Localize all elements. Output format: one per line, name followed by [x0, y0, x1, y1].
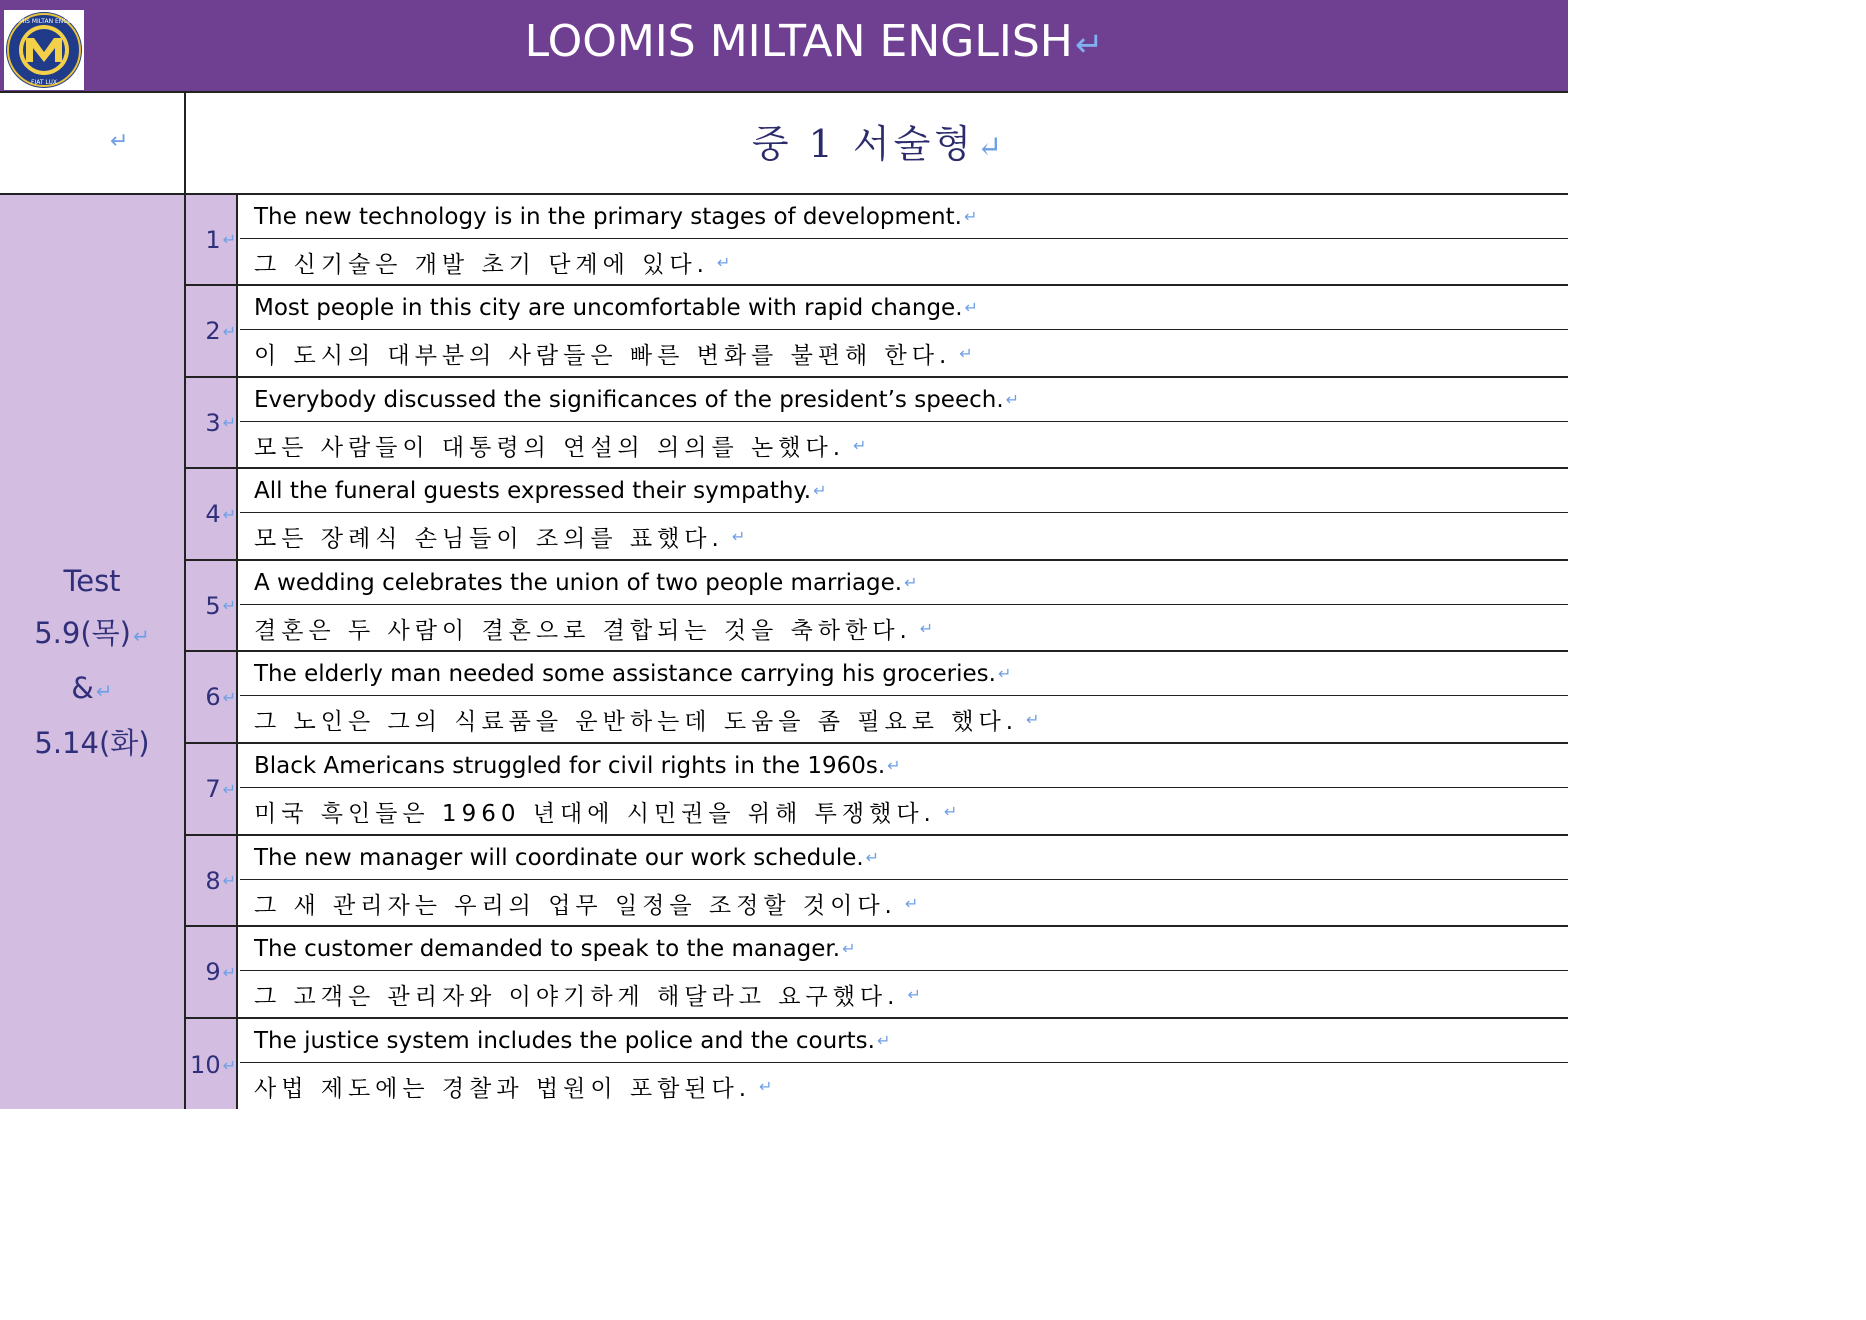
table-row [186, 744, 1568, 836]
return-mark-icon: ↵ [1026, 709, 1040, 729]
english-sentence: The justice system includes the police and the courts. ↵ [240, 1019, 1568, 1063]
sentence-table [186, 195, 1568, 1109]
return-mark-icon: ↵ [1074, 25, 1104, 65]
return-mark-icon: ↵ [716, 252, 731, 272]
table-row [186, 561, 1568, 652]
svg-text:LOOMIS MILTAN ENGLISH: LOOMIS MILTAN ENGLISH [6, 18, 82, 25]
korean-translation: 결혼은 두 사람이 결혼으로 결합되는 것을 축하한다. ↵ [254, 617, 934, 644]
test-date-2: 5.14(화) [34, 726, 150, 760]
item-number: 8 ↵ [186, 836, 238, 925]
english-sentence: Everybody discussed the significances of the president’s speech. ↵ [240, 378, 1568, 422]
return-mark-icon: ↵ [959, 343, 973, 363]
return-mark-icon: ↵ [731, 526, 746, 546]
item-number: 10 ↵ [186, 1019, 238, 1109]
return-mark-icon: ↵ [853, 435, 867, 455]
return-mark-icon: ↵ [759, 1076, 773, 1096]
return-mark-icon: ↵ [904, 893, 919, 913]
english-sentence: The new technology is in the primary stages of development. ↵ [240, 195, 1568, 239]
return-mark-icon: ↵ [876, 1031, 891, 1050]
return-mark-icon: ↵ [133, 624, 150, 648]
table-row [186, 927, 1568, 1019]
return-mark-icon: ↵ [813, 481, 827, 500]
return-mark-icon: ↵ [222, 779, 236, 799]
return-mark-icon: ↵ [222, 596, 236, 615]
table-row [186, 195, 1568, 286]
item-number: 2 ↵ [186, 286, 238, 376]
return-mark-icon: ↵ [222, 230, 236, 249]
korean-translation: 미국 흑인들은 1960 년대에 시민권을 위해 투쟁했다. ↵ [254, 800, 958, 827]
item-number: 9 ↵ [186, 927, 238, 1017]
return-mark-icon: ↵ [963, 207, 978, 226]
return-mark-icon: ↵ [997, 664, 1012, 683]
return-mark-icon: ↵ [904, 573, 918, 592]
return-mark-icon: ↵ [943, 801, 958, 821]
item-number: 7 ↵ [186, 744, 238, 834]
page-title: LOOMIS MILTAN ENGLISH↵ [524, 16, 1104, 67]
table-row [186, 1019, 1568, 1109]
english-sentence: The elderly man needed some assistance carrying his groceries. ↵ [240, 652, 1568, 696]
korean-translation: 그 신기술은 개발 초기 단계에 있다. ↵ [254, 251, 731, 278]
korean-translation: 그 노인은 그의 식료품을 운반하는데 도움을 좀 필요로 했다. ↵ [254, 708, 1040, 735]
korean-translation: 모든 장례식 손님들이 조의를 표했다. ↵ [254, 525, 746, 552]
return-mark-icon: ↵ [887, 756, 901, 775]
return-mark-icon: ↵ [222, 871, 236, 890]
item-number: 5 ↵ [186, 561, 238, 650]
ampersand: & ↵ [71, 671, 113, 705]
table-row [186, 652, 1568, 744]
worksheet-title: 중 1 서술형↵ [751, 122, 1003, 166]
item-number: 3 ↵ [186, 378, 238, 467]
test-date-1: 5.9(목) ↵ [34, 616, 150, 650]
return-mark-icon: ↵ [222, 1055, 236, 1075]
return-mark-icon: ↵ [222, 962, 236, 982]
table-row [186, 378, 1568, 469]
subheader-left-cell [0, 93, 186, 193]
svg-text:FIAT LUX: FIAT LUX [31, 79, 57, 86]
table-row [186, 286, 1568, 378]
test-label: Test [63, 564, 121, 598]
test-date-sidebar [0, 195, 186, 1109]
return-mark-icon: ↵ [110, 129, 129, 154]
return-mark-icon: ↵ [95, 679, 113, 703]
item-number: 6 ↵ [186, 652, 238, 742]
test-date-label [0, 555, 184, 769]
english-sentence: The customer demanded to speak to the manager. ↵ [240, 927, 1568, 971]
korean-translation: 이 도시의 대부분의 사람들은 빠른 변화를 불편해 한다. ↵ [254, 342, 973, 369]
korean-translation: 그 새 관리자는 우리의 업무 일정을 조정할 것이다. ↵ [254, 892, 919, 919]
return-mark-icon: ↵ [1005, 390, 1020, 409]
svg-text:L.M.E: L.M.E [37, 31, 51, 37]
item-number: 1 ↵ [186, 195, 238, 284]
subheader-row [0, 93, 1568, 195]
table-row [186, 836, 1568, 927]
return-mark-icon: ↵ [222, 413, 236, 432]
return-mark-icon: ↵ [222, 321, 236, 341]
header-bar [0, 0, 1568, 93]
korean-translation: 사법 제도에는 경찰과 법원이 포함된다. ↵ [254, 1075, 773, 1102]
item-number: 4 ↵ [186, 469, 238, 559]
english-sentence: Most people in this city are uncomfortable with rapid change. ↵ [240, 286, 1568, 330]
english-sentence: The new manager will coordinate our work schedule. ↵ [240, 836, 1568, 880]
return-mark-icon: ↵ [865, 848, 880, 867]
return-mark-icon: ↵ [842, 939, 856, 958]
english-sentence: All the funeral guests expressed their sympathy. ↵ [240, 469, 1568, 513]
return-mark-icon: ↵ [222, 687, 236, 707]
return-mark-icon: ↵ [964, 298, 978, 317]
korean-translation: 그 고객은 관리자와 이야기하게 해달라고 요구했다. ↵ [254, 983, 921, 1010]
return-mark-icon: ↵ [907, 984, 921, 1004]
english-sentence: A wedding celebrates the union of two people marriage. ↵ [240, 561, 1568, 605]
table-row [186, 469, 1568, 561]
return-mark-icon: ↵ [977, 130, 1003, 165]
korean-translation: 모든 사람들이 대통령의 연설의 의의를 논했다. ↵ [254, 434, 867, 461]
return-mark-icon: ↵ [919, 618, 934, 638]
return-mark-icon: ↵ [222, 504, 236, 524]
english-sentence: Black Americans struggled for civil rights in the 1960s. ↵ [240, 744, 1568, 788]
